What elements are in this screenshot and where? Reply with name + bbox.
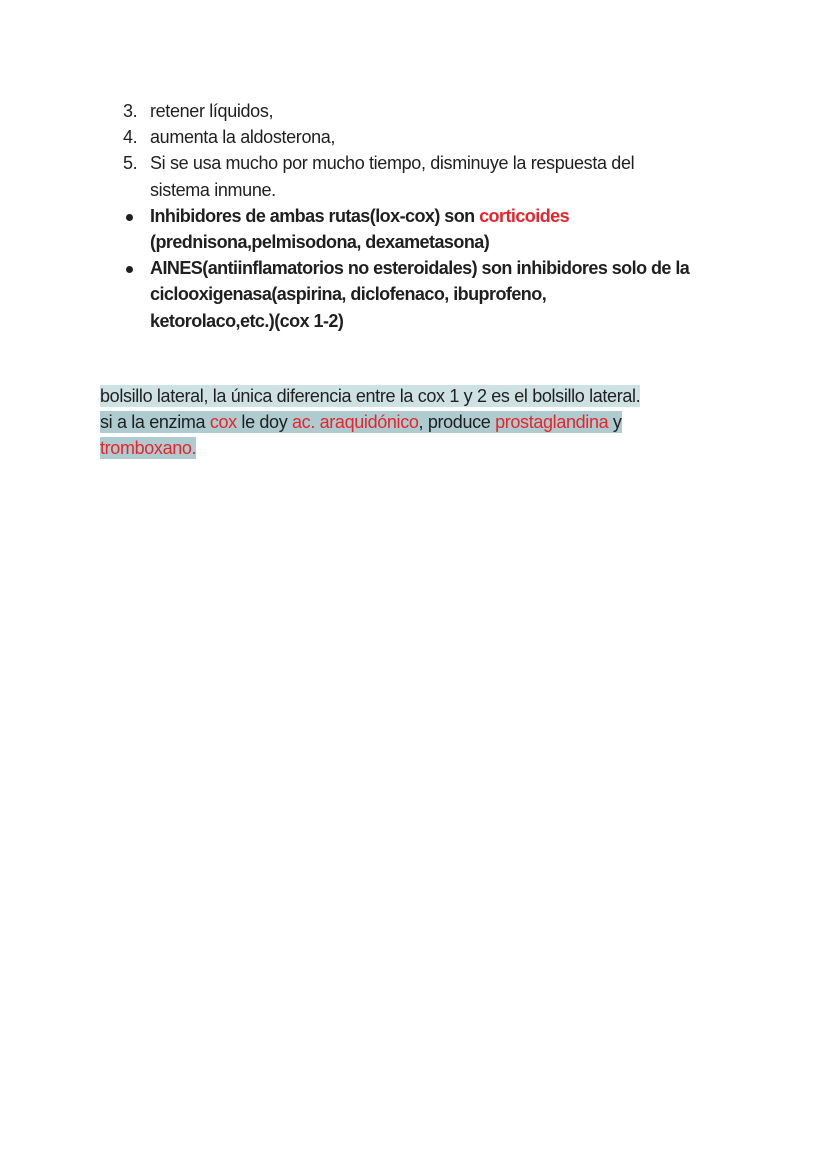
text-segment: y	[608, 412, 622, 433]
list-number: 4.	[123, 127, 138, 148]
text-segment: , produce	[418, 412, 496, 433]
bullet-item-aines	[100, 255, 740, 334]
term-tromboxano: tromboxano.	[100, 438, 197, 459]
term-ac-araquidonico: ac. araquidónico	[292, 412, 419, 433]
list-item-text: aumenta la aldosterona,	[150, 127, 336, 148]
list-item-text: retener líquidos,	[150, 101, 274, 121]
bullet-icon	[126, 266, 133, 273]
list-number: 5.	[123, 153, 138, 174]
bullet-text-line2: ciclooxigenasa(aspirina, diclofenaco, ibuprofeno,	[150, 284, 547, 305]
list-number: 3.	[123, 101, 138, 121]
term-cox: cox	[209, 412, 237, 433]
numbered-item-3	[100, 98, 740, 124]
text-segment: si a la enzima	[100, 412, 210, 433]
notes-list	[100, 98, 740, 334]
term-prostaglandina: prostaglandina	[495, 412, 609, 433]
list-item-text-line1: Si se usa mucho por mucho tiempo, disminuye la respuesta del	[150, 153, 635, 174]
paragraph-line-1	[100, 383, 740, 409]
text-segment: le doy	[236, 412, 293, 433]
bullet-text-line1: AINES(antiinflamatorios no esteroidales) son inhibidores solo de la	[150, 258, 690, 279]
bullet-text-prefix: Inhibidores de ambas rutas(lox-cox) son	[150, 205, 480, 226]
paragraph-line-2-text	[100, 411, 622, 433]
numbered-item-5	[100, 150, 740, 202]
paragraph-line-2	[100, 409, 740, 435]
highlighted-paragraph	[100, 383, 740, 462]
list-item-text-line2: sistema inmune.	[150, 179, 276, 200]
paragraph-line-3	[100, 435, 740, 461]
paragraph-line-1-text: bolsillo lateral, la única diferencia entre la cox 1 y 2 es el bolsillo lateral.	[100, 386, 641, 406]
highlight-term-corticoides: corticoides	[479, 205, 570, 226]
bullet-item-corticoides	[100, 203, 740, 255]
bullet-text-suffix: (prednisona,pelmisodona, dexametasona)	[150, 232, 490, 253]
numbered-item-4	[100, 124, 740, 150]
bullet-text-line3: ketorolaco,etc.)(cox 1-2)	[150, 310, 344, 331]
bullet-icon	[126, 214, 133, 221]
